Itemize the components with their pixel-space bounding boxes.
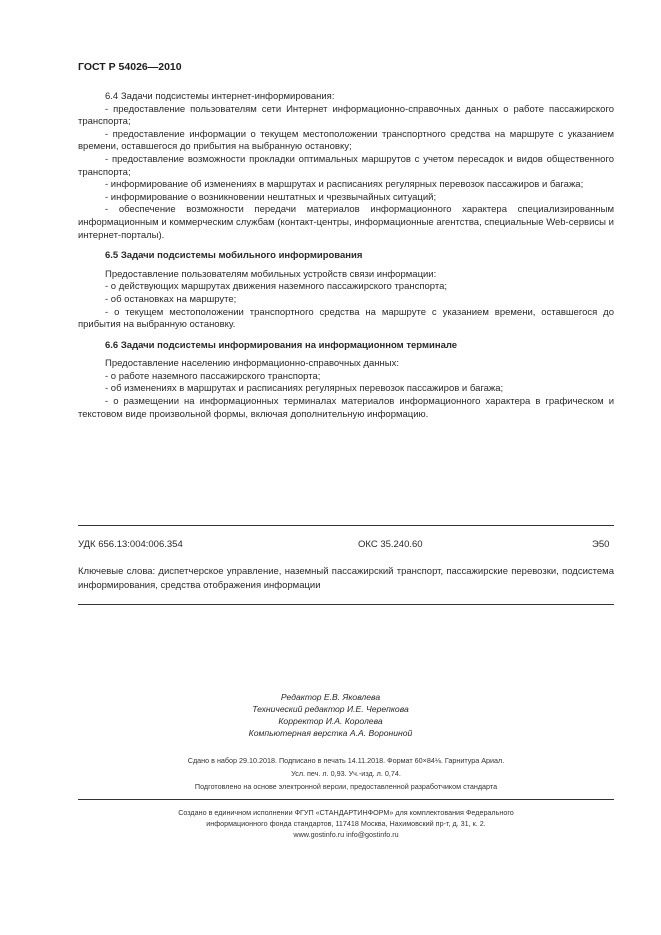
document-body bbox=[78, 91, 614, 421]
list-item: - предоставление пользователям сети Интернет информационно-справочных данных о работе пассажирского транспорта; bbox=[78, 103, 614, 128]
udk-code: УДК 656.13:004:006.354 bbox=[78, 539, 183, 550]
credits bbox=[0, 691, 661, 739]
list-item: - о размещении на информационных терминалах материалов информационного характера в графическом и текстовом виде произвольной формы, включая дополнительную информацию. bbox=[78, 396, 614, 420]
section-6-6-intro: Предоставление населению информационно-справочных данных: bbox=[105, 358, 399, 370]
technical-editor: Технический редактор И.Е. Черепкова bbox=[252, 704, 409, 714]
section-6-5-heading: 6.5 Задачи подсистемы мобильного информирования bbox=[105, 250, 363, 262]
list-item: - об изменениях в маршрутах и расписаниях регулярных перевозок пассажиров и багажа; bbox=[105, 383, 504, 395]
imprint-line: Сдано в набор 29.10.2018. Подписано в печать 14.11.2018. Формат 60×84⅛. Гарнитура Ариал. bbox=[187, 756, 505, 765]
keywords: Ключевые слова: диспетчерское управление, наземный пассажирский транспорт, пассажирские перевозки, подсистема информирования, средства отображения информации bbox=[78, 566, 614, 591]
divider bbox=[78, 604, 614, 605]
list-item: - предоставление информации о текущем местоположении транспортного средства на маршруте с указанием времени, оставшегося до прибытия на выбранную остановку; bbox=[78, 128, 614, 153]
oks-code: ОКС 35.240.60 bbox=[358, 539, 423, 550]
section-6-5-intro: Предоставление пользователям мобильных устройств связи информации: bbox=[105, 268, 437, 280]
list-item: - информирование об изменениях в маршрутах и расписаниях регулярных перевозок пассажиров и багажа; bbox=[105, 179, 584, 191]
list-item: - предоставление возможности прокладки оптимальных маршрутов с учетом пересадок и видов общественного транспорта; bbox=[78, 153, 614, 178]
list-item: - об остановках на маршруте; bbox=[105, 293, 237, 305]
imprint-line: Подготовлено на основе электронной версии, предоставленной разработчиком стандарта bbox=[194, 782, 498, 791]
publisher-contacts: www.gostinfo.ru info@gostinfo.ru bbox=[293, 830, 399, 839]
divider bbox=[78, 799, 614, 800]
section-6-6-heading: 6.6 Задачи подсистемы информирования на информационном терминале bbox=[105, 339, 458, 351]
publisher-line: информационного фонда стандартов, 117418 Москва, Нахимовский пр-т, д. 31, к. 2. bbox=[206, 819, 486, 828]
list-item: - о текущем местоположении транспортного средства на маршруте с указанием времени, оставшегося до прибытия на выбранную остановку. bbox=[78, 306, 614, 331]
section-6-4-intro: 6.4 Задачи подсистемы интернет-информирования: bbox=[105, 91, 335, 102]
list-item: - информирование о возникновении нештатных и чрезвычайных ситуаций; bbox=[105, 191, 437, 203]
class-code: Э50 bbox=[592, 539, 610, 550]
list-item: - о действующих маршрутах движения наземного пассажирского транспорта; bbox=[105, 281, 448, 293]
layout-artist: Компьютерная верстка А.А. Ворониной bbox=[248, 728, 413, 738]
list-item: - о работе наземного пассажирского транспорта; bbox=[105, 370, 321, 382]
corrector: Корректор И.А. Королева bbox=[278, 716, 383, 726]
imprint-line: Усл. печ. л. 0,93. Уч.-изд. л. 0,74. bbox=[291, 769, 401, 778]
editor: Редактор Е.В. Яковлева bbox=[280, 692, 381, 702]
divider bbox=[78, 525, 614, 526]
standard-number: ГОСТ Р 54026—2010 bbox=[78, 61, 182, 73]
publisher-line: Создано в единичном исполнении ФГУП «СТАНДАРТИНФОРМ» для комплектования Федерального bbox=[178, 808, 514, 817]
list-item: - обеспечение возможности передачи материалов информационного характера специализированным информационным и коммерческим службам (контакт-центры, информационные агентства, специальные Web-сервисы и интернет-порталы). bbox=[78, 204, 614, 241]
